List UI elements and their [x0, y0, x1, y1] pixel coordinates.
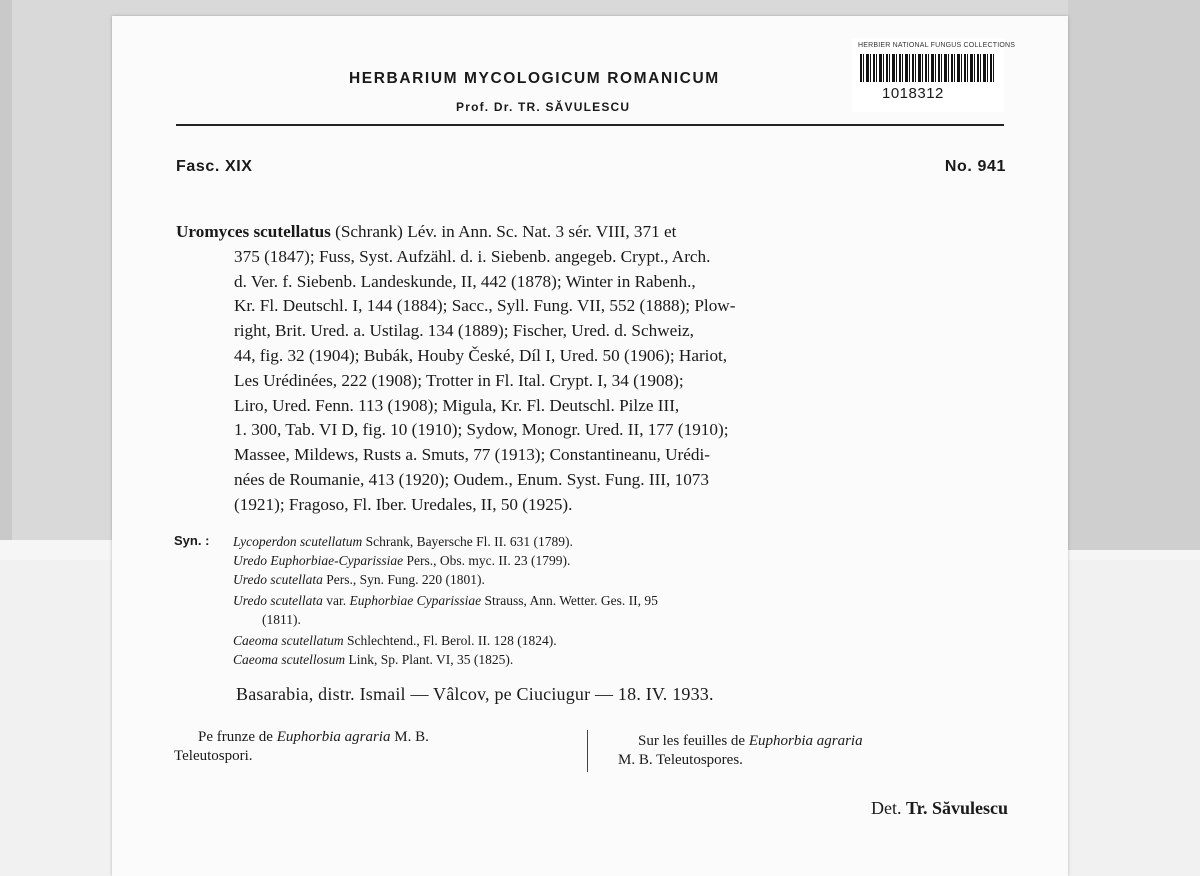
- species-first-line: [176, 220, 1006, 245]
- citation-line: (1921); Fragoso, Fl. Iber. Uredales, II, 50 (1925).: [234, 494, 573, 514]
- collection-locality: Basarabia, distr. Ismail — Vâlcov, pe Ciuciugur — 18. IV. 1933.: [236, 684, 714, 704]
- synonym-name: Euphorbiae Cyparissiae: [349, 593, 482, 608]
- species-name: Uromyces scutellatus: [176, 222, 331, 241]
- background-right-panel: [1068, 0, 1200, 550]
- synonym-reference: Pers., Obs. myc. II. 23 (1799).: [403, 553, 571, 568]
- determiner: [871, 798, 1008, 819]
- determiner-name: Tr. Săvulescu: [905, 798, 1008, 818]
- citation-line: 375 (1847); Fuss, Syst. Aufzähl. d. i. Siebenb. angegeb. Crypt., Arch.: [234, 246, 711, 266]
- synonym-name: Caeoma scutellosum: [233, 652, 346, 667]
- synonym-reference: Strauss, Ann. Wetter. Ges. II, 95: [481, 593, 658, 608]
- barcode-icon: [860, 54, 996, 82]
- synonym-item: [233, 631, 557, 650]
- species-citation: [176, 220, 1006, 518]
- citation-line: 1. 300, Tab. VI D, fig. 10 (1910); Sydow, Monogr. Ured. II, 177 (1910);: [234, 420, 729, 440]
- synonym-name: Uredo scutellata: [233, 572, 323, 587]
- barcode-label: [852, 38, 1016, 112]
- citation-line: Massee, Mildews, Rusts a. Smuts, 77 (1913); Constantineanu, Urédi-: [234, 445, 710, 465]
- synonym-reference: Schrank, Bayersche Fl. II. 631 (1789).: [362, 534, 573, 549]
- host-text: M. B.: [390, 729, 429, 745]
- synonym-name: Lycoperdon scutellatum: [233, 534, 363, 549]
- herbarium-label: [112, 16, 1068, 876]
- herbarium-subtitle: Prof. Dr. TR. SĂVULESCU: [456, 100, 631, 114]
- citation-line: Liro, Ured. Fenn. 113 (1908); Migula, Kr. Fl. Deutschl. Pilze III,: [234, 395, 680, 415]
- barcode-number: 1018312: [882, 85, 944, 102]
- synonym-reference: Schlechtend., Fl. Berol. II. 128 (1824).: [343, 633, 557, 648]
- host-french-line1: [618, 732, 863, 751]
- synonym-name: Uredo Euphorbiae-Cyparissiae: [233, 553, 404, 568]
- citation-line: right, Brit. Ured. a. Ustilag. 134 (1889); Fischer, Ured. d. Schweiz,: [234, 321, 694, 341]
- synonym-reference: Link, Sp. Plant. VI, 35 (1825).: [345, 652, 514, 667]
- determiner-prefix: Det.: [870, 798, 906, 818]
- background-edge: [0, 0, 12, 540]
- citation-line: nées de Roumanie, 413 (1920); Oudem., Enum. Syst. Fung. III, 1073: [234, 469, 709, 489]
- citation-line: d. Ver. f. Siebenb. Landeskunde, II, 442 (1878); Winter in Rabenh.,: [234, 271, 696, 291]
- synonym-item: [262, 610, 301, 629]
- synonym-reference: (1811).: [262, 612, 301, 627]
- synonym-variety: var.: [322, 593, 350, 608]
- synonym-item: [233, 591, 658, 610]
- fascicle-number: Fasc. XIX: [176, 158, 253, 175]
- synonyms-label: Syn. :: [174, 533, 210, 548]
- synonym-item: [233, 532, 573, 551]
- host-species: Euphorbia agraria: [276, 729, 391, 745]
- citation-line: Kr. Fl. Deutschl. I, 144 (1884); Sacc., Syll. Fung. VII, 552 (1888); Plow-: [234, 296, 736, 316]
- host-romanian-line1: [174, 728, 429, 747]
- header-divider: [176, 124, 1004, 126]
- synonym-reference: Pers., Syn. Fung. 220 (1801).: [322, 572, 485, 587]
- synonym-name: Caeoma scutellatum: [233, 633, 344, 648]
- host-text: Pe frunze de: [198, 729, 277, 745]
- synonym-item: [233, 551, 570, 570]
- host-french: [618, 732, 863, 770]
- species-authority: (Schrank) Lév. in Ann. Sc. Nat. 3 sér. VIII, 371 et: [330, 222, 677, 241]
- specimen-number: No. 941: [944, 158, 1006, 175]
- citation-line: 44, fig. 32 (1904); Bubák, Houby České, Díl I, Ured. 50 (1906); Hariot,: [234, 345, 728, 365]
- synonym-item: [233, 570, 485, 589]
- barcode-caption: HERBIER NATIONAL FUNGUS COLLECTIONS: [858, 42, 1016, 49]
- citation-line: Les Urédinées, 222 (1908); Trotter in Fl. Ital. Crypt. I, 34 (1908);: [234, 370, 684, 390]
- host-romanian-line2: Teleutospori.: [174, 748, 253, 764]
- host-french-line2: M. B. Teleutospores.: [618, 752, 743, 768]
- host-divider: [587, 730, 588, 772]
- host-species: Euphorbia agraria: [748, 733, 863, 749]
- herbarium-title: HERBARIUM MYCOLOGICUM ROMANICUM: [349, 70, 720, 87]
- synonym-name: Uredo scutellata: [233, 593, 323, 608]
- synonym-item: [233, 650, 513, 669]
- host-romanian: [174, 728, 429, 766]
- host-text: Sur les feuilles de: [638, 733, 749, 749]
